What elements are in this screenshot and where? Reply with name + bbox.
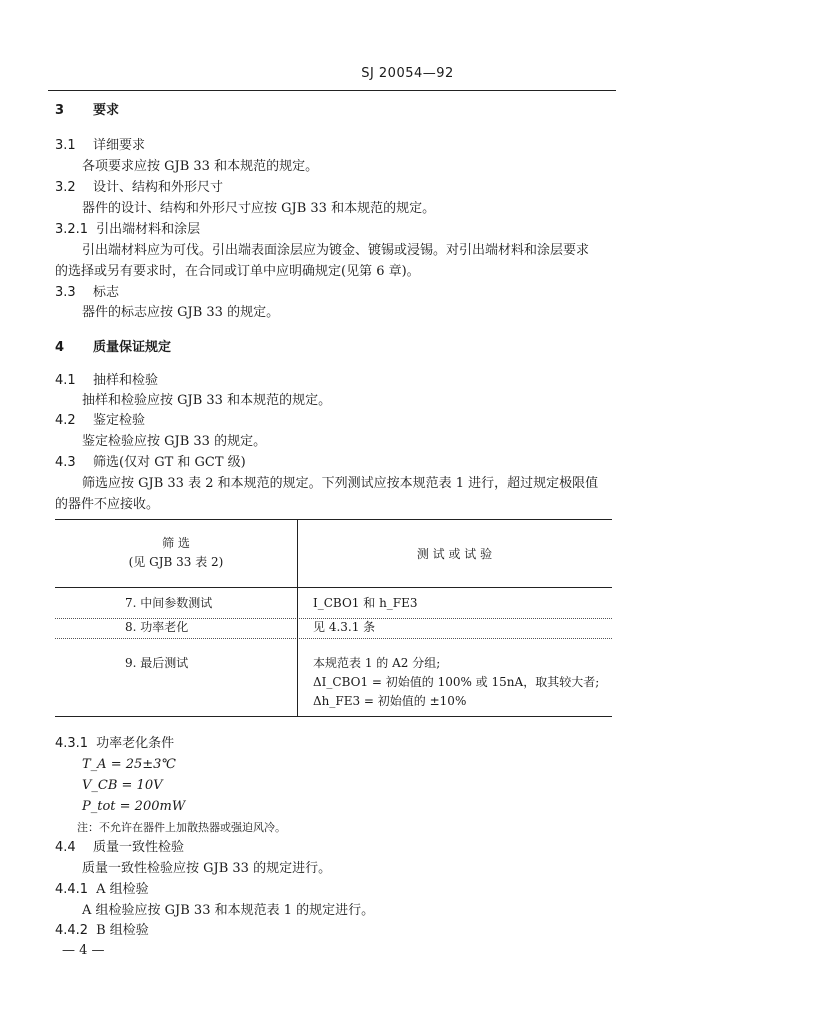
table-header-rule (55, 587, 612, 588)
section-title: 详细要求 (93, 138, 146, 153)
section-4-1-body: 抽样和检验应按 GJB 33 和本规范的规定。 (82, 393, 332, 408)
section-title: 功率老化条件 (96, 736, 175, 751)
section-3-2-1-body-line-2: 的选择或另有要求时，在合同或订单中应明确规定(见第 6 章)。 (55, 264, 420, 279)
section-number: 3.2 (55, 180, 76, 195)
section-number: 3 (55, 103, 65, 118)
section-title: A 组检验 (96, 882, 149, 897)
table-header-screening-ref: (见 GJB 33 表 2) (128, 555, 224, 569)
header-rule (48, 90, 616, 91)
table-bottom-rule (55, 716, 612, 717)
section-4-2-heading (55, 413, 145, 429)
section-number: 4.4.2 (55, 923, 89, 938)
section-3-2-heading (55, 180, 223, 196)
section-number: 4.3 (55, 455, 76, 470)
section-title: 设计、结构和外形尺寸 (93, 180, 224, 195)
section-4-4-1-body: A 组检验应按 GJB 33 和本规范表 1 的规定进行。 (82, 903, 375, 918)
table-row-7-screen: 7. 中间参数测试 (125, 596, 213, 610)
table-row-7-test: I_CBO1 和 h_FE3 (313, 596, 418, 610)
section-4-3-1-note: 注：不允许在器件上加散热器或强迫风冷。 (77, 821, 286, 834)
table-row-8-screen: 8. 功率老化 (125, 620, 189, 634)
table-header-test: 测 试 或 试 验 (416, 547, 493, 561)
section-4-3-heading (55, 455, 246, 471)
section-3-1-heading (55, 138, 145, 154)
section-number: 3.3 (55, 285, 76, 300)
page-number: — 4 — (62, 943, 105, 958)
condition-vcb: V_CB = 10V (82, 778, 163, 793)
screening-table (55, 519, 612, 717)
section-title: 鉴定检验 (93, 413, 146, 428)
section-title: 质量一致性检验 (93, 840, 185, 855)
section-number: 3.2.1 (55, 222, 89, 237)
section-4-3-1-heading (55, 736, 174, 752)
section-3-3-heading (55, 285, 119, 301)
section-number: 4.4.1 (55, 882, 89, 897)
table-row-8-test: 见 4.3.1 条 (313, 620, 376, 634)
section-number: 3.1 (55, 138, 76, 153)
section-title: 筛选(仅对 GT 和 GCT 级) (93, 455, 246, 470)
section-number: 4.4 (55, 840, 76, 855)
section-4-4-heading (55, 840, 184, 856)
section-title: 要求 (93, 103, 120, 118)
section-4-2-body: 鉴定检验应按 GJB 33 的规定。 (82, 434, 267, 449)
table-header-screening: 筛 选 (162, 536, 190, 550)
section-4-4-1-heading (55, 882, 149, 898)
section-number: 4.2 (55, 413, 76, 428)
condition-ta: T_A = 25±3℃ (82, 757, 176, 772)
section-4-3-body-line-1: 筛选应按 GJB 33 表 2 和本规范的规定。下列测试应按本规范表 1 进行，超过规定极限值 (82, 476, 599, 491)
section-title: 引出端材料和涂层 (96, 222, 201, 237)
section-3-1-body: 各项要求应按 GJB 33 和本规范的规定。 (82, 159, 319, 174)
section-4-4-2-heading (55, 923, 149, 939)
condition-ptot: P_tot = 200mW (82, 799, 186, 814)
section-title: 标志 (93, 285, 120, 300)
section-3-2-1-body-line-1: 引出端材料应为可伐。引出端表面涂层应为镀金、镀锡或浸锡。对引出端材料和涂层要求 (82, 243, 590, 258)
section-4-1-heading (55, 373, 158, 389)
section-number: 4 (55, 340, 65, 355)
section-title: 抽样和检验 (93, 373, 159, 388)
section-4-heading (55, 340, 171, 356)
section-title: B 组检验 (96, 923, 149, 938)
section-3-heading (55, 103, 119, 119)
table-row-divider (55, 618, 612, 619)
section-title: 质量保证规定 (93, 340, 172, 355)
section-4-4-body: 质量一致性检验应按 GJB 33 的规定进行。 (82, 861, 332, 876)
section-3-2-1-heading (55, 222, 200, 238)
section-3-3-body: 器件的标志应按 GJB 33 的规定。 (82, 305, 280, 320)
section-3-2-body: 器件的设计、结构和外形尺寸应按 GJB 33 和本规范的规定。 (82, 201, 436, 216)
section-number: 4.1 (55, 373, 76, 388)
table-row-9-test-line-3: Δh_FE3 = 初始值的 ±10% (313, 694, 467, 708)
table-top-rule (55, 519, 612, 520)
table-row-9-test-line-1: 本规范表 1 的 A2 分组; (313, 656, 441, 670)
table-row-9-screen: 9. 最后测试 (125, 656, 189, 670)
document-code-header: SJ 20054—92 (361, 66, 454, 81)
table-row-divider (55, 638, 612, 639)
section-number: 4.3.1 (55, 736, 89, 751)
table-row-9-test-line-2: ΔI_CBO1 = 初始值的 100% 或 15nA，取其较大者; (313, 675, 600, 689)
section-4-3-body-line-2: 的器件不应接收。 (55, 497, 160, 512)
